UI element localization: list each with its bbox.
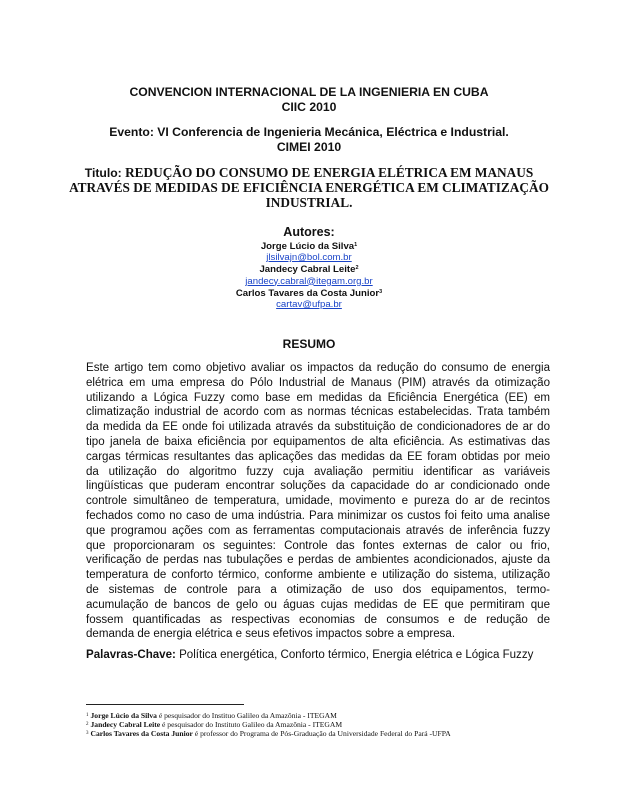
author-email-link[interactable]: jlsilvajn@bol.com.br (266, 252, 352, 264)
abstract-line: demanda de energia elétrica e seus efetivos impactos sobre a empresa. (86, 628, 456, 641)
abstract-line: verificação de perdas nas tubulações e perdas de ambientes acondicionados, ajuste da (86, 554, 550, 567)
event-code: CIMEI 2010 (276, 140, 342, 154)
author-name: Jorge Lúcio da Silva$^1$ (260, 241, 358, 252)
abstract-line: utilizando a Lógica Fuzzy como base em medidas da Eficiência Energética (EE) em (86, 391, 550, 404)
abstract-line: temperatura de conforto térmico, conforme ambiente e utilização do sistema, utilização (86, 569, 550, 582)
footnote-mark: 1 (354, 242, 358, 248)
paper-title-line-1 (0, 165, 618, 181)
footnote: $^1$ Jorge Lúcio da Silva é pesquisador do Instituo Galileo da Amazônia - ITEGAM (86, 711, 337, 720)
title-label: Titulo: (84, 166, 122, 180)
abstract-line: elétrica em uma empresa do Pólo Industrial de Manaus (PIM) através da otimização (86, 376, 550, 389)
abstract-body (86, 361, 550, 642)
abstract-line: cargas térmicas resultantes das aplicações das medidas da EE foram obtidas por meio (86, 450, 550, 463)
keywords-label: Palavras-Chave: (86, 649, 176, 661)
abstract-line: tipo janela de baixa eficiência por equipamentos de alta eficiência. As estimativas das (86, 435, 550, 448)
abstract-line: de sistemas de controle para a otimização de uso dos equipamentos, termo- (86, 583, 550, 596)
authors-heading: Autores: (283, 225, 335, 239)
event-name: Evento: VI Conferencia de Ingenieria Mecánica, Eléctrica e Industrial. (109, 125, 509, 139)
conference-code: CIIC 2010 (281, 100, 337, 114)
abstract-heading: RESUMO (282, 337, 336, 351)
abstract-line: controle simultâneo de temperatura, umidade, movimento e pureza do ar de recintos (86, 495, 550, 508)
abstract-line: que programou ações com as ferramentas computacionais através de inferência fuzzy (86, 524, 550, 537)
keywords (86, 649, 533, 661)
abstract-line: lingüísticas que puderam encontrar soluções da capacidade do ar condicionado onde (86, 480, 550, 493)
abstract-line: fossem quantificadas as respectivas economias de consumos e de redução de (86, 613, 550, 626)
keywords-text: Política energética, Conforto térmico, Energia elétrica e Lógica Fuzzy (179, 649, 534, 661)
abstract-line: climatização industrial de acordo com as normas técnicas estabelecidas. Trata também (86, 406, 550, 419)
footnote: $^3$ Carlos Tavares da Costa Junior é professor do Programa de Pós-Graduação da Universidade Federal do Pará -UFPA (86, 729, 451, 739)
footnote-mark: 3 (379, 288, 383, 295)
author-email-link[interactable]: cartav@ufpa.br (276, 299, 342, 311)
authors-list (0, 240, 618, 310)
paper-title-line-2: ATRAVÉS DE MEDIDAS DE EFICIÊNCIA ENERGÉTICA EM CLIMATIZAÇÃO (69, 180, 549, 195)
conference-name: CONVENCION INTERNACIONAL DE LA INGENIERIA EN CUBA (129, 85, 489, 99)
abstract-line: da utilização do algoritmo fuzzy cuja avaliação permitiu identificar as variáveis (86, 465, 550, 478)
abstract-line: Este artigo tem como objetivo avaliar os impactos da redução do consumo de energia (86, 362, 550, 374)
abstract-line: da medida da EE onde foi utilizada através da substituição de condicionadores de ar do (86, 421, 550, 434)
abstract-line: acumulação de bancos de gelo ou águas cujas medidas de EE que permitiram que (86, 598, 550, 611)
footnote-mark: 2 (355, 265, 359, 272)
author-email-link[interactable]: jandecy.cabral@itegam.org.br (245, 275, 373, 287)
footnotes (86, 711, 451, 739)
abstract-line: que proporcionaram os seguintes: Controle das fontes externas de calor ou frio, (86, 539, 550, 552)
paper-title-line-3: INDUSTRIAL. (265, 195, 353, 210)
abstract-line: fechados como no caso de uma indústria. Para minimizar os custos foi feito uma analise (86, 509, 550, 522)
author-name: Carlos Tavares da Costa Junior$^3$ (235, 287, 383, 299)
footnote: $^2$ Jandecy Cabral Leite é pesquisador do Instituto Galileo da Amazônia - ITEGAM (86, 720, 343, 730)
title-text-1: REDUÇÃO DO CONSUMO DE ENERGIA ELÉTRICA EM MANAUS (125, 165, 534, 180)
author-name: Jandecy Cabral Leite$^2$ (259, 264, 359, 276)
footnote-divider (86, 704, 244, 705)
